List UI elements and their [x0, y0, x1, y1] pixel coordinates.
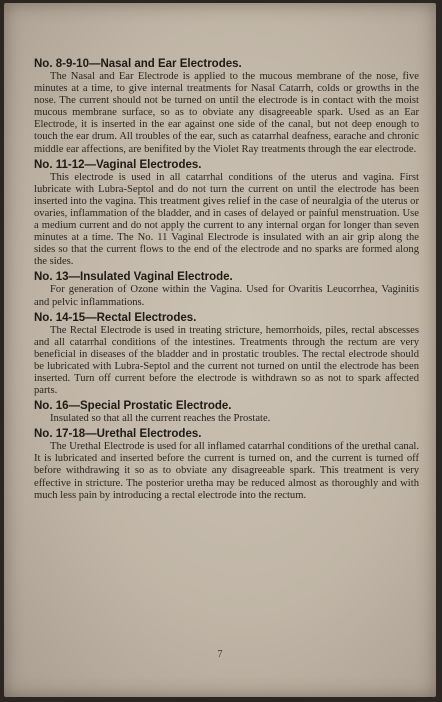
section-heading: No. 17-18—Urethal Electrodes.	[34, 428, 202, 441]
section-body: Insulated so that all the current reaches the Prostate.	[50, 413, 271, 425]
section-heading: No. 11-12—Vaginal Electrodes.	[34, 158, 202, 171]
section-heading: No. 13—Insulated Vaginal Electrode.	[34, 271, 233, 284]
section-nasal-ear	[34, 57, 419, 156]
section-body: For generation of Ozone within the Vagina. Used for Ovaritis Leucorrhea, Vaginitis and pelvic inflammations.	[34, 284, 419, 308]
section-heading: No. 8-9-10—Nasal and Ear Electrodes.	[34, 58, 242, 70]
page-number: 7	[217, 649, 223, 660]
section-body: The Nasal and Ear Electrode is applied to the mucous membrane of the nose, five minutes at a time, to give internal treatments for Nasal Catarrh, colds or growths in the nose. The current should not be turned on until the electrode is in contact with the moist mucous membrane surface, so as to obviate any disagreeable spark. Used as an Ear Electrode, it is inserted in the ear against one side of the canal, but not deep enough to touch the ear drum. All troubles of the ear, such as catarrhal deafness, earache and chronic middle ear affections, are benifited by the Violet Ray treatments through the ear electrode.	[34, 71, 419, 155]
section-body: The Urethal Electrode is used for all inflamed catarrhal conditions of the urethal canal. It is lubricated and inserted before the current is turned on, and the current is turned off before withdrawing it so as to obviate any disagreeable spark. This treatment is very effective in stricture. The posterior uretha may be reduced almost as thoroughly and with much less pain by introducing a rectal electrode into the rectum.	[34, 441, 419, 501]
section-heading: No. 14-15—Rectal Electrodes.	[34, 311, 197, 324]
section-heading: No. 16—Special Prostatic Electrode.	[34, 400, 232, 413]
section-body: This electrode is used in all catarrhal conditions of the uterus and vagina. First lubricate with Lubra-Septol and do not turn the current on until the electrode has been inserted into the vagina. This treatment gives relief in the case of neuralgia of the uterus or ovaries, inflammation of the bladder, and in cases of delayed or painful menstruation. Use a medium current and do not apply the current to any internal organ for longer than seven minutes at a time. The No. 11 Vaginal Electrode is insulated with an air grip along the sides so that the current flows to the end of the electrode and no sparks are formed along the sides.	[34, 171, 419, 268]
section-body: The Rectal Electrode is used in treating stricture, hemorrhoids, piles, rectal abscesses and all catarrhal conditions of the intestines. Treatments through the rectum are very beneficial in diseases of the bladder and in prostatic troubles. The rectal electrode should be lubricated with Lubra-Septol and the current not turned on until the electrode has been inserted. Turn off current before the electrode is withdrawn so as not to spark affected parts.	[34, 324, 419, 397]
section-urethal	[34, 427, 419, 501]
section-rectal	[34, 311, 419, 398]
page-content	[34, 57, 419, 504]
section-insulated-vaginal	[34, 270, 419, 308]
book-page	[4, 3, 436, 697]
section-prostatic	[34, 399, 419, 425]
section-vaginal	[34, 158, 419, 269]
